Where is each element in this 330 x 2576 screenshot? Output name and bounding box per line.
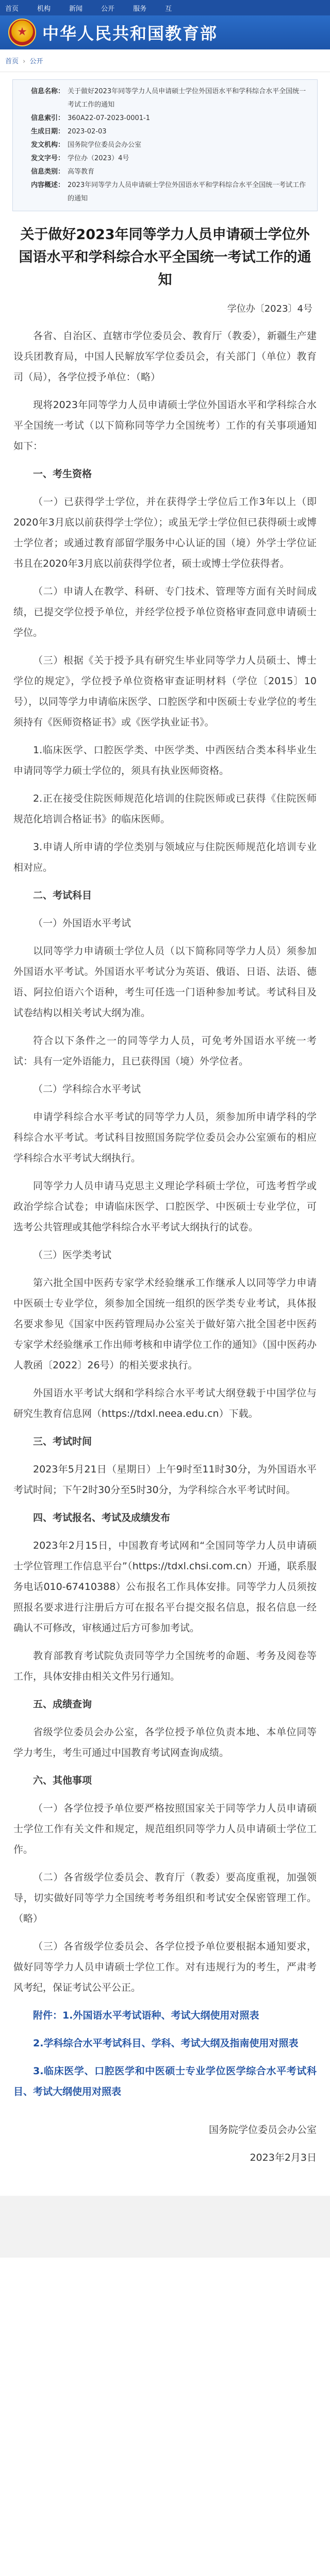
body-paragraph: 2023年5月21日（星期日）上午9时至11时30分，为外国语水平考试时间；下午2时30分至5时30分，为学科综合水平考试时间。 — [13, 1464, 317, 1496]
site-banner — [0, 15, 330, 49]
section-heading: 二、考试科目 — [33, 890, 92, 901]
metadata-row — [19, 139, 311, 152]
section-heading: 一、考生资格 — [33, 468, 92, 480]
body-paragraph: 申请学科综合水平考试的同等学力人员，须参加所申请学科的学科综合水平考试。考试科目按照国务院学位委员会办公室颁布的相应学科综合水平考试大纲执行。 — [13, 1111, 317, 1164]
attachment-link[interactable]: 2.学科综合水平考试科目、学科、考试大纲及指南使用对照表 — [33, 2038, 299, 2049]
metadata-label: 信息索引： — [30, 114, 64, 122]
metadata-row — [19, 125, 311, 139]
metadata-row — [19, 85, 311, 112]
metadata-row — [19, 112, 311, 125]
metadata-value: 360A22-07-2023-0001-1 — [68, 114, 150, 122]
nav-item[interactable]: 公开 — [101, 5, 115, 13]
metadata-value: 关于做好2023年同等学力人员申请硕士学位外国语水平和学科综合水平全国统一考试工作的通知 — [68, 88, 306, 109]
national-emblem-icon — [8, 19, 36, 46]
breadcrumb-separator: › — [23, 58, 26, 65]
section-heading: 四、考试报名、考试及成绩发布 — [33, 1512, 171, 1523]
metadata-row — [19, 179, 311, 206]
body-paragraph: 各省、自治区、直辖市学位委员会、教育厅（教委），新疆生产建设兵团教育局，中国人民解放军学位委员会，有关部门（单位）教育司（局），各学位授予单位：（略） — [13, 330, 317, 383]
body-paragraph: （三）根据《关于授予具有研究生毕业同等学力人员硕士、博士学位的规定》，学位授予单位资格审查证明材料（学位〔2015〕10号），以同等学力申请临床医学、口腔医学和中医硕士专业学位的考生须持有《医师资格证书》或《医学执业证书》。 — [13, 655, 317, 728]
breadcrumb-public[interactable]: 公开 — [29, 58, 43, 65]
nav-item[interactable]: 机构 — [37, 5, 51, 13]
metadata-row — [19, 152, 311, 165]
document-number: 学位办〔2023〕4号 — [227, 303, 312, 314]
breadcrumb — [0, 49, 330, 72]
metadata-label: 信息名称： — [30, 88, 64, 95]
metadata-label: 生成日期： — [30, 128, 64, 135]
nav-item[interactable]: 新闻 — [69, 5, 83, 13]
metadata-box — [12, 79, 318, 211]
nav-item[interactable]: 互 — [165, 5, 172, 13]
nav-item[interactable]: 服务 — [133, 5, 147, 13]
body-paragraph: 1.临床医学、口腔医学类、中医学类、中西医结合类本科毕业生申请同等学力硕士学位的，须具有执业医师资格。 — [13, 744, 317, 776]
document-body — [0, 326, 330, 2196]
body-paragraph: （二）申请人在教学、科研、专门技术、管理等方面有关时间成绩，已提交学位授予单位，并经学位授予单位资格审查同意申请硕士学位。 — [13, 586, 317, 638]
section-heading: 六、其他事项 — [33, 1775, 92, 1786]
signature-line: 国务院学位委员会办公室 — [208, 2124, 317, 2136]
subsection-heading: （二）学科综合水平考试 — [33, 1083, 141, 1095]
body-paragraph: （三）各省级学位委员会、各学位授予单位要根据本通知要求，做好同等学力人员申请硕士学位工作。对有违规行为的考生，严肃考风考纪，保证考试公平公正。 — [13, 1941, 317, 1993]
metadata-value: 高等教育 — [68, 168, 95, 176]
metadata-label: 内容概述： — [30, 181, 64, 189]
signature-line: 2023年2月3日 — [250, 2152, 317, 2163]
breadcrumb-home[interactable]: 首页 — [5, 58, 19, 65]
metadata-label: 信息类别： — [30, 168, 64, 176]
metadata-value: 2023-02-03 — [68, 128, 107, 135]
section-heading: 三、考试时间 — [33, 1436, 92, 1447]
top-navigation — [0, 0, 330, 15]
document-title: 关于做好2023年同等学力人员申请硕士学位外国语水平和学科综合水平全国统一考试工作的通知 — [19, 227, 311, 288]
body-paragraph: 外国语水平考试大纲和学科综合水平考试大纲登载于中国学位与研究生教育信息网（https://tdxl.neea.edu.cn）下载。 — [13, 1387, 317, 1419]
metadata-value: 学位办（2023）4号 — [68, 155, 129, 162]
body-paragraph: 现将2023年同等学力人员申请硕士学位外国语水平和学科综合水平全国统一考试（以下简称同等学力全国统考）工作的有关事项通知如下： — [13, 399, 317, 452]
attachment-link[interactable]: 附件：1.外国语水平考试语种、考试大纲使用对照表 — [33, 2010, 259, 2021]
body-paragraph: 同等学力人员申请马克思主义理论学科硕士学位，可选考哲学或政治学综合试卷；申请临床医学、口腔医学、中医硕士专业学位，可选考公共管理或其他学科综合水平考试大纲执行的试卷。 — [13, 1180, 317, 1233]
attachment-link[interactable]: 3.临床医学、口腔医学和中医硕士专业学位医学综合水平考试科目、考试大纲使用对照表 — [13, 2065, 317, 2097]
site-title: 中华人民共和国教育部 — [42, 24, 218, 43]
metadata-label: 发文字号： — [30, 155, 64, 162]
body-paragraph: 符合以下条件之一的同等学力人员，可免考外国语水平统一考试：具有一定外语能力，且已获得国（境）外学位者。 — [13, 1035, 317, 1067]
metadata-value: 国务院学位委员会办公室 — [68, 141, 142, 149]
body-paragraph: （二）各省级学位委员会、教育厅（教委）要高度重视，加强领导，切实做好同等学力全国统考考务组织和考试安全保密管理工作。（略） — [13, 1872, 317, 1924]
metadata-value: 2023年同等学力人员申请硕士学位外国语水平和学科综合水平全国统一考试工作的通知 — [68, 181, 306, 202]
section-heading: 五、成绩查询 — [33, 1699, 92, 1710]
body-paragraph: 2.正在接受住院医师规范化培训的住院医师或已获得《住院医师规范化培训合格证书》的临床医师。 — [13, 793, 317, 825]
body-paragraph: 以同等学力申请硕士学位人员（以下简称同等学力人员）须参加外国语水平考试。外国语水平考试分为英语、俄语、日语、法语、德语、阿拉伯语六个语种，考生可任选一门语种参加考试。考试科目及试卷结构以相关考试大纲为准。 — [13, 945, 317, 1019]
body-paragraph: 2023年2月15日，中国教育考试网和“全国同等学力人员申请硕士学位管理工作信息平台”（https://tdxl.chsi.com.cn）开通，联系服务电话010-67410388）公布报名工作具体安排。同等学力人员须按照报名要求进行注册后方可在报名平台提交报名信息，报名信息一经确认不可修改，审核通过后方可参加考试。 — [13, 1540, 317, 1634]
page-footer — [0, 2196, 330, 2258]
metadata-row — [19, 165, 311, 179]
body-paragraph: 3.申请人所申请的学位类别与领域应与住院医师规范化培训专业相对应。 — [13, 841, 317, 873]
nav-item[interactable]: 首页 — [5, 5, 19, 13]
body-paragraph: 省级学位委员会办公室，各学位授予单位负责本地、本单位同等学力考生，考生可通过中国教育考试网查询成绩。 — [13, 1726, 317, 1758]
metadata-label: 发文机构： — [30, 141, 64, 149]
subsection-heading: （三）医学类考试 — [33, 1249, 112, 1261]
body-paragraph: 教育部教育考试院负责同等学力全国统考的命题、考务及阅卷等工作，具体安排由相关文件另行通知。 — [13, 1650, 317, 1682]
subsection-heading: （一）外国语水平考试 — [33, 918, 131, 929]
body-paragraph: 第六批全国中医药专家学术经验继承工作继承人以同等学力申请中医硕士专业学位，须参加全国统一组织的医学类专业考试，具体报名要求参见《国家中医药管理局办公室关于做好第六批全国老中医药专家学术经验继承工作出师考核和申请学位工作的通知》（国中医药办人教函〔2022〕26号）的相关要求执行。 — [13, 1277, 317, 1371]
body-paragraph: （一）已获得学士学位，并在获得学士学位后工作3年以上（即2020年3月底以前获得学士学位）；或虽无学士学位但已获得硕士或博士学位者；或通过教育部留学服务中心认证的国（境）外学士学位证书且在2020年3月底以前获得学位者，硕士或博士学位获得者。 — [13, 496, 317, 569]
spacer — [13, 2109, 317, 2120]
body-paragraph: （一）各学位授予单位要严格按照国家关于同等学力人员申请硕士学位工作有关文件和规定，规范组织同等学力人员申请硕士学位工作。 — [13, 1803, 317, 1855]
